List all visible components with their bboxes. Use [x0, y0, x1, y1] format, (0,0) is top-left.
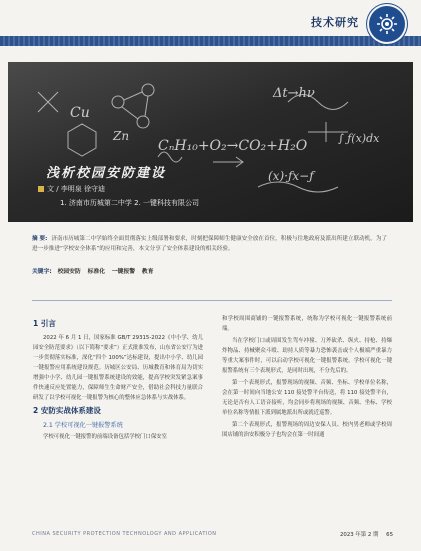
subsection-paragraph: 学校可视化一键报警的前端设备包括学校门口保安室	[43, 434, 167, 440]
page-number: 65	[386, 532, 393, 538]
title-banner	[8, 62, 413, 222]
issue-number: 2023 年第 2 期	[339, 532, 379, 538]
body-column-left	[33, 318, 203, 444]
keyword-item: 教育	[141, 269, 154, 275]
svg-text:CₙH₁₀+O₂→CO₂+H₂O: CₙH₁₀+O₂→CO₂+H₂O	[158, 138, 308, 154]
svg-text:∫ ƒ(x)dx: ∫ ƒ(x)dx	[338, 132, 380, 145]
keywords	[32, 266, 392, 275]
byline-text: 文 / 李明泉 徐守迪	[47, 185, 106, 193]
abstract	[32, 234, 392, 254]
abstract-text: 济南市历城第二中学始终全面贯彻落实上级部署和要求，时刻把保障师生健康安全放在首位，积极与往地政府及派出所建立联动机。为了进一步推进“学校安全体系”的应用和完善，本文分享了安全体系建设的相关经验。	[32, 236, 388, 252]
journal-name: CHINA SECURITY PROTECTION TECHNOLOGY AND APPLICATION	[32, 531, 217, 537]
svg-text:Zn: Zn	[113, 129, 130, 143]
author-affiliation: 1. 济南市历城第二中学 2. 一键科技有限公司	[60, 199, 200, 207]
article-title: 浅析校园安防建设	[46, 166, 167, 181]
body-paragraph: 和学校周围商铺的一键报警系统，统称为学校可视化一键报警系统前端。	[222, 316, 392, 332]
intro-heading: 1 引言	[33, 319, 56, 328]
keyword-item: 标准化	[87, 269, 106, 275]
issue-and-page	[340, 530, 393, 538]
svg-text:(x)·ƒx−ƒ: (x)·ƒx−ƒ	[268, 169, 314, 183]
body-paragraph: 第二个表现形式，报警现场的周边安保人员、校内男老师或学校周围店铺的治安积极分子也均会在第一时间通	[222, 422, 392, 438]
body-paragraph: 当在学校门口或周围发生驾车冲撞、刀斧砍杀、纵火、持枪、持爆炸物品、持械聚众斗殴、劫持人质等暴力恐怖袭击或个人极端严重暴力等重大案事件时，可以启动学校可视化一键报警系统。学校可视化一键报警系统有三个表现形式，是同时出现，不分先后的。	[222, 338, 392, 374]
header-stripe	[0, 36, 421, 46]
section2-heading: 2 安防实战体系建设	[33, 406, 101, 415]
section-divider	[32, 300, 392, 301]
body-paragraph: 第一个表现形式，报警现场的视频、音频、坐标、学校单位名称，会在第一时间向当地公安 110 接处警平台传送，将 110 接处警平台，无论是否有人工语音接听，均会同步将现场的视频、音频、坐标、学校单位名称等情报下派到属地派出所或就近巡警。	[222, 380, 392, 416]
keywords-label: 关键字:	[32, 269, 52, 275]
keyword-item: 校园安防	[57, 269, 81, 275]
abstract-label: 摘 要:	[32, 236, 48, 242]
bullet-square-icon	[38, 186, 44, 192]
body-column-right	[222, 314, 392, 442]
section-label: 技术研究	[311, 16, 359, 29]
author-byline	[38, 184, 105, 194]
intro-paragraph: 2022 年 6 月 1 日，国家标准 GB/T 29315-2022《中小学、幼儿园安全防范要求》（以下简称“要求”）正式批准发布，山东省公安厅为进一步贯彻落实标准，深化“四个 100%”达标建设，提出中小学、幼儿园一键报警应用系统建设规范。历城区公安局、历城教育和体育局为切实增强中小学、幼儿园一键报警系统建设的效能，提高学校突发紧急案事件快速反应处置能力，保障师生生命财产安全，借助社会科技力量联合研发了以学校可视化一键报警为核心的整体应急体系与实战体系。	[33, 335, 203, 401]
svg-text:Δt→hν: Δt→hν	[273, 86, 315, 101]
subsection-heading: 2.1 学校可视化一键报警系统	[43, 422, 123, 429]
svg-text:Cu: Cu	[70, 105, 90, 121]
gear-icon	[369, 6, 405, 42]
keyword-item: 一键报警	[111, 269, 136, 275]
